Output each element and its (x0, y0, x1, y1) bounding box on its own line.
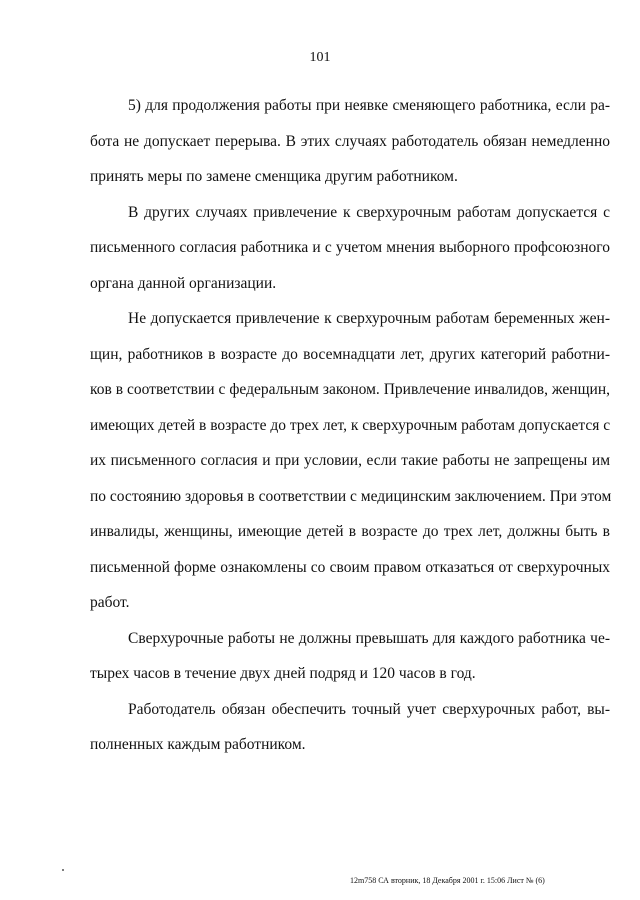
text-line: имеющих детей в возрасте до трех лет, к сверхурочным работам допускается с (90, 416, 611, 434)
text-line: инвалиды, женщины, имеющие детей в возрасте до трех лет, должны быть в (90, 523, 610, 540)
text-line: письменной форме ознакомлены со своим правом отказаться от сверхурочных (90, 558, 610, 576)
text-line: ков в соответствии с федеральным законом. Привлечение инвалидов, женщин, (90, 381, 610, 398)
text-line: Сверхурочные работы не должны превышать для каждого работника че- (128, 629, 610, 647)
text-line: органа данной организации. (90, 274, 277, 292)
page-footer: 12m758 СА вторник, 18 Декабря 2001 г. 15:06 Лист № (6) (350, 876, 545, 885)
text-line: принять меры по замене сменщика другим работником. (90, 168, 458, 185)
body-text (90, 88, 610, 763)
text-line: щин, работников в возрасте до восемнадцати лет, других категорий работни- (90, 345, 610, 363)
text-line: тырех часов в течение двух дней подряд и 120 часов в год. (90, 665, 476, 682)
scan-speck (62, 869, 64, 871)
text-line: Не допускается привлечение к сверхурочным работам беременных жен- (128, 310, 610, 327)
text-line: В других случаях привлечение к сверхурочным работам допускается с (128, 203, 610, 221)
text-line: 5) для продолжения работы при неявке сменяющего работника, если ра- (128, 97, 610, 114)
text-line: их письменного согласия и при условии, если такие работы не запрещены им (90, 452, 610, 469)
text-line: по состоянию здоровья в соответствии с медицинским заключением. При этом (90, 487, 612, 505)
text-line: полненных каждым работником. (90, 736, 306, 753)
text-line: работ. (90, 594, 130, 611)
text-line: письменного согласия работника и с учетом мнения выборного профсоюзного (90, 239, 610, 256)
text-line: Работодатель обязан обеспечить точный учет сверхурочных работ, вы- (128, 700, 610, 718)
text-line: бота не допускает перерыва. В этих случаях работодатель обязан немедленно (90, 132, 610, 150)
page-number: 101 (309, 50, 331, 65)
